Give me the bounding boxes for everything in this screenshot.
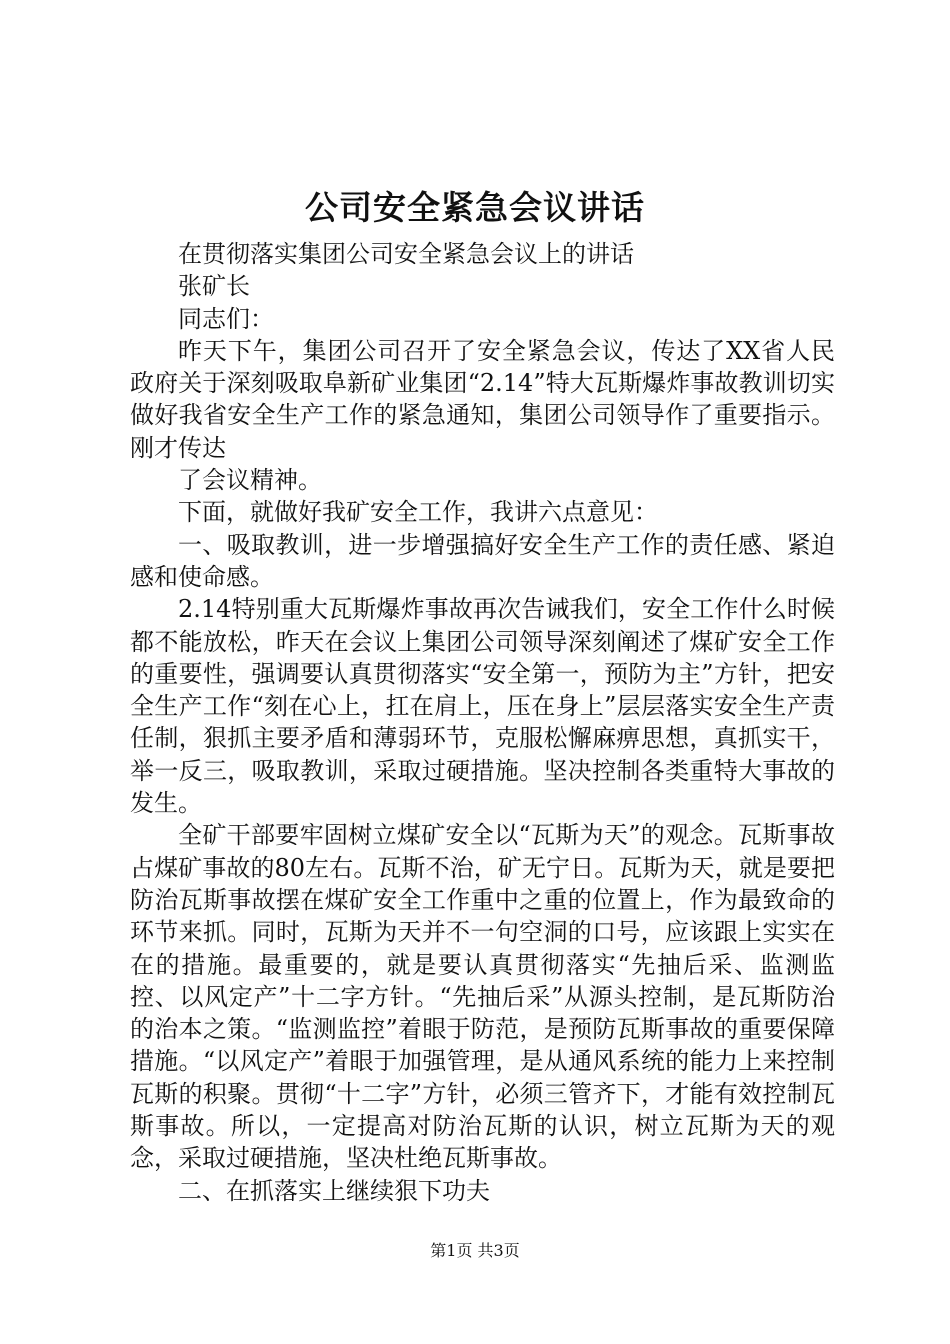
document-title: 公司安全紧急会议讲话: [305, 188, 645, 227]
paragraph: 下面，就做好我矿安全工作，我讲六点意见：: [178, 498, 658, 527]
paragraph: 了会议精神。: [178, 466, 322, 495]
paragraph: 2.14特别重大瓦斯爆炸事故再次告诫我们，安全工作什么时候都不能放松，昨天在会议上集团公司领导深刻阐述了煤矿安全工作的重要性，强调要认真贯彻落实“安全第一，预防为主”方针，把安全生产工作“刻在心上，扛在肩上，压在身上”层层落实安全生产责任制，狠抓主要矛盾和薄弱环节，克服松懈麻痹思想，真抓实干，举一反三，吸取教训，采取过硬措施。坚决控制各类重特大事故的发生。: [130, 595, 835, 818]
document-body: [130, 238, 835, 1207]
paragraph-subtitle: 在贯彻落实集团公司安全紧急会议上的讲话: [178, 240, 634, 268]
paragraph: 昨天下午，集团公司召开了安全紧急会议，传达了XX省人民政府关于深刻吸取阜新矿业集团“2.14”特大瓦斯爆炸事故教训切实做好我省安全生产工作的紧急通知，集团公司领导作了重要指示。刚才传达: [130, 336, 835, 462]
page-number: 第1页 共3页: [430, 1241, 520, 1260]
paragraph-salutation: 同志们：: [178, 304, 274, 333]
section-heading: 一、吸取教训，进一步增强搞好安全生产工作的责任感、紧迫感和使命感。: [130, 530, 835, 591]
paragraph: 全矿干部要牢固树立煤矿安全以“瓦斯为天”的观念。瓦斯事故占煤矿事故的80左右。瓦斯不治，矿无宁日。瓦斯为天，就是要把防治瓦斯事故摆在煤矿安全工作重中之重的位置上，作为最致命的环节来抓。同时，瓦斯为天并不一句空洞的口号，应该跟上实实在在的措施。最重要的，就是要认真贯彻落实“先抽后采、监测监控、以风定产”十二字方针。“先抽后采”从源头控制，是瓦斯防治的治本之策。“监测监控”着眼于防范，是预防瓦斯事故的重要保障措施。“以风定产”着眼于加强管理，是从通风系统的能力上来控制瓦斯的积聚。贯彻“十二字”方针，必须三管齐下，才能有效控制瓦斯事故。所以，一定提高对防治瓦斯的认识，树立瓦斯为天的观念，采取过硬措施，坚决杜绝瓦斯事故。: [130, 821, 835, 1173]
section-heading: 二、在抓落实上继续狠下功夫: [178, 1176, 490, 1205]
paragraph-speaker: 张矿长: [178, 272, 250, 301]
